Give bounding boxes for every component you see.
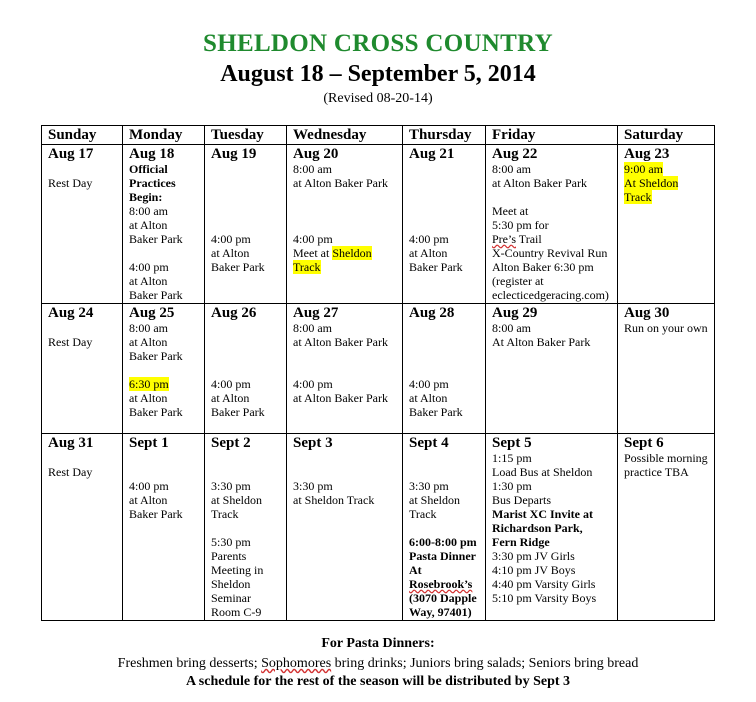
event-text: 4:00 pm [211,232,251,246]
event-text: 4:00 pm [129,479,169,493]
event-text: Meeting in [211,563,264,577]
day-cell [618,145,715,304]
spacer [293,218,396,232]
event-text: Practices [129,176,176,190]
day-date: Aug 17 [48,146,94,162]
event-line [129,190,198,204]
event-line [492,577,611,591]
event-text: Begin: [129,190,163,204]
event-text: Baker Park [211,405,265,419]
event-text: at Alton Baker Park [293,176,388,190]
day-cell [287,145,403,304]
event-text: 8:00 am [492,162,531,176]
event-text: 8:00 am [293,321,332,335]
spacer [211,465,280,479]
day-date: Aug 20 [293,146,339,162]
event-text: Rest Day [48,176,93,190]
assignment-text: Freshmen bring desserts; [117,656,262,671]
event-text: 3:30 pm [293,479,333,493]
event-text: at Alton [129,391,168,405]
event-text: Baker Park [129,405,183,419]
event-text: X-Country Revival Run [492,246,608,260]
event-line [129,493,198,507]
event-text: at Sheldon Track [293,493,375,507]
event-text: Way, 97401) [409,605,472,619]
event-line [211,405,280,419]
event-text: at Alton [211,246,250,260]
event-text: Load Bus at Sheldon [492,465,593,479]
spacer [211,321,280,335]
event-text: 5:30 pm [211,535,251,549]
day-date: Aug 18 [129,146,175,162]
event-line [211,260,280,274]
day-cell [403,145,486,304]
spacer [409,190,479,204]
event-text: Fern Ridge [492,535,550,549]
event-text: 8:00 am [129,204,168,218]
spacer [409,176,479,190]
event-line [129,405,198,419]
event-text: practice TBA [624,465,689,479]
event-line [492,176,611,190]
event-line [409,549,479,563]
event-line [492,493,611,507]
event-line [409,479,479,493]
spacer [129,451,198,465]
event-text: Richardson Park, [492,521,583,535]
event-text: Seminar [211,591,251,605]
event-text: Alton Baker 6:30 pm [492,260,594,274]
day-date: Aug 23 [624,146,670,162]
spacer [293,363,396,377]
spacer [211,451,280,465]
weekday-header-row [42,126,715,145]
day-cell [205,145,287,304]
spacer [211,363,280,377]
day-date: Aug 22 [492,146,538,162]
event-line [409,577,479,591]
event-text: 4:10 pm JV Boys [492,563,576,577]
event-text: 3:30 pm [211,479,251,493]
event-line [211,507,280,521]
spacer [409,321,479,335]
event-line [492,335,611,349]
event-line [492,549,611,563]
event-text: at Sheldon [211,493,262,507]
event-line [293,232,396,246]
pasta-dinner-assignments [0,656,756,672]
event-text: 4:00 pm [409,232,449,246]
event-line [409,535,479,549]
event-line [293,246,396,260]
event-line [129,391,198,405]
event-line [492,204,611,218]
day-date: Aug 25 [129,305,175,321]
spacer [409,521,479,535]
event-line [409,391,479,405]
day-cell [42,304,123,434]
event-line [129,218,198,232]
event-text: Rest Day [48,465,93,479]
event-line [624,190,708,204]
event-line [492,321,611,335]
event-text: At Alton Baker Park [492,335,591,349]
event-line [129,232,198,246]
day-cell [486,145,618,304]
event-line [211,479,280,493]
calendar-table [41,125,715,621]
event-line [129,274,198,288]
event-line [129,260,198,274]
event-line [211,549,280,563]
event-line [211,377,280,391]
event-line [211,563,280,577]
event-text: Meet at [492,204,529,218]
event-text: Baker Park [409,260,463,274]
spacer [409,162,479,176]
event-line [48,335,116,349]
day-cell [287,434,403,621]
day-date: Aug 27 [293,305,339,321]
event-line [409,493,479,507]
event-line [211,535,280,549]
spacer [409,363,479,377]
event-text: at Alton Baker Park [492,176,587,190]
event-line [211,577,280,591]
event-text: 8:00 am [492,321,531,335]
event-line [129,288,198,302]
event-text: Sheldon [332,246,372,260]
event-line [129,162,198,176]
day-cell [205,304,287,434]
event-text: 3:30 pm JV Girls [492,549,575,563]
event-text: Rosebrook’s [409,577,473,591]
event-line [624,465,708,479]
event-line [48,176,116,190]
spacer [492,190,611,204]
event-line [492,288,611,302]
assignment-text: bring drinks; Juniors bring salads; Seniors bring bread [331,656,639,671]
event-line [492,507,611,521]
event-text: Baker Park [129,232,183,246]
event-line [492,465,611,479]
day-date: Aug 21 [409,146,455,162]
spacer [129,246,198,260]
schedule-title: SHELDON CROSS COUNTRY [203,30,553,57]
event-text: Track [409,507,437,521]
event-line [624,162,708,176]
day-date: Aug 19 [211,146,257,162]
day-cell [618,304,715,434]
spacer [211,162,280,176]
event-text: Meet at [293,246,333,260]
event-text: 1:15 pm [492,451,532,465]
event-line [492,162,611,176]
day-date: Aug 24 [48,305,94,321]
event-line [129,507,198,521]
event-text: At [409,563,422,577]
spacer [293,190,396,204]
event-text: at Alton [129,335,168,349]
event-text: at Alton [129,274,168,288]
event-line [211,246,280,260]
event-text: 1:30 pm [492,479,532,493]
date-range-subtitle: August 18 – September 5, 2014 [220,61,536,87]
event-text: 4:00 pm [129,260,169,274]
spacer [409,349,479,363]
spacer [211,190,280,204]
day-date: Sept 3 [293,435,333,451]
day-cell [123,304,205,434]
event-text: at Alton Baker Park [293,391,388,405]
event-text: Baker Park [129,288,183,302]
event-line [409,605,479,619]
week-row [42,304,715,434]
event-text: at Alton Baker Park [293,335,388,349]
event-line [129,479,198,493]
event-text: Possible morning [624,451,708,465]
event-text: Baker Park [211,260,265,274]
event-line [129,204,198,218]
spacer [48,451,116,465]
event-text: 6:30 pm [129,377,169,391]
assignment-text: Sophomores [261,656,332,671]
day-cell [42,145,123,304]
spacer [129,363,198,377]
event-text: Baker Park [129,507,183,521]
event-line [129,377,198,391]
weekday-header: Sunday [42,126,123,145]
day-date: Aug 28 [409,305,455,321]
event-text: at Alton [129,493,168,507]
event-line [293,479,396,493]
event-text: at Alton [409,391,448,405]
event-text: at Sheldon [409,493,460,507]
spacer [211,204,280,218]
event-line [293,391,396,405]
event-line [409,246,479,260]
event-text: Bus Departs [492,493,551,507]
event-line [48,465,116,479]
event-text: Track [624,190,652,204]
event-text: (register at [492,274,544,288]
spacer [409,465,479,479]
event-line [409,563,479,577]
spacer [129,465,198,479]
event-text: at Alton [129,218,168,232]
event-line [129,335,198,349]
event-line [293,176,396,190]
event-text: 4:00 pm [293,377,333,391]
event-text: 8:00 am [293,162,332,176]
event-line [492,232,611,246]
event-text: Run on your own [624,321,708,335]
event-line [211,391,280,405]
spacer [48,321,116,335]
event-text: Pasta Dinner [409,549,476,563]
event-line [293,335,396,349]
day-date: Sept 6 [624,435,664,451]
event-text: Parents [211,549,247,563]
event-line [293,260,396,274]
event-line [211,591,280,605]
event-text: Trail [516,232,542,246]
weekday-header: Thursday [403,126,486,145]
spacer [293,349,396,363]
event-text: Baker Park [129,349,183,363]
week-row [42,145,715,304]
event-text: Pre’s [492,232,516,246]
event-text: 8:00 am [129,321,168,335]
event-line [409,591,479,605]
spacer [293,465,396,479]
day-date: Sept 2 [211,435,251,451]
event-text: 3:30 pm [409,479,449,493]
event-line [129,349,198,363]
event-line [293,493,396,507]
spacer [211,176,280,190]
day-date: Sept 4 [409,435,449,451]
event-text: 5:30 pm for [492,218,549,232]
event-text: Sheldon [211,577,251,591]
event-line [492,521,611,535]
event-text: 9:00 am [624,162,663,176]
day-cell [618,434,715,621]
event-text: 4:40 pm Varsity Girls [492,577,596,591]
day-cell [486,304,618,434]
event-text: 4:00 pm [211,377,251,391]
event-line [129,321,198,335]
event-line [492,479,611,493]
day-cell [486,434,618,621]
event-text: Track [293,260,321,274]
day-cell [123,434,205,621]
day-cell [123,145,205,304]
event-text: eclecticedgeracing.com) [492,288,609,302]
event-text: 4:00 pm [293,232,333,246]
event-text: At Sheldon [624,176,679,190]
day-date: Aug 29 [492,305,538,321]
day-date: Sept 5 [492,435,532,451]
spacer [409,204,479,218]
event-text: Track [211,507,239,521]
pasta-dinner-heading: For Pasta Dinners: [321,636,435,651]
event-text: 6:00-8:00 pm [409,535,477,549]
spacer [211,335,280,349]
event-line [211,493,280,507]
day-date: Aug 31 [48,435,94,451]
event-line [492,591,611,605]
weekday-header: Tuesday [205,126,287,145]
event-line [409,507,479,521]
day-cell [205,434,287,621]
event-line [492,274,611,288]
day-date: Aug 30 [624,305,670,321]
spacer [211,349,280,363]
event-line [624,451,708,465]
event-text: 5:10 pm Varsity Boys [492,591,597,605]
weekday-header: Saturday [618,126,715,145]
event-line [492,246,611,260]
spacer [293,204,396,218]
spacer [211,521,280,535]
event-text: at Alton [211,391,250,405]
weekday-header: Monday [123,126,205,145]
event-line [492,563,611,577]
event-line [293,321,396,335]
event-line [492,451,611,465]
event-line [624,176,708,190]
weekday-header: Wednesday [287,126,403,145]
event-line [293,162,396,176]
weekday-header: Friday [486,126,618,145]
event-line [409,405,479,419]
spacer [211,218,280,232]
day-cell [403,434,486,621]
event-text: Room C-9 [211,605,262,619]
event-text: Marist XC Invite at [492,507,593,521]
day-cell [403,304,486,434]
event-line [211,232,280,246]
event-line [409,232,479,246]
revised-note: (Revised 08-20-14) [323,91,433,106]
event-line [409,260,479,274]
event-text: at Alton [409,246,448,260]
spacer [409,335,479,349]
spacer [409,451,479,465]
day-date: Aug 26 [211,305,257,321]
event-text: 4:00 pm [409,377,449,391]
spacer [293,451,396,465]
event-line [492,260,611,274]
event-line [492,535,611,549]
spacer [409,218,479,232]
day-cell [42,434,123,621]
event-text: Official [129,162,168,176]
event-line [409,377,479,391]
event-text: (3070 Dapple [409,591,477,605]
spacer [48,162,116,176]
event-line [129,176,198,190]
event-line [492,218,611,232]
week-row [42,434,715,621]
event-text: Rest Day [48,335,93,349]
event-line [211,605,280,619]
event-text: Baker Park [409,405,463,419]
event-line [624,321,708,335]
day-cell [287,304,403,434]
season-schedule-note: A schedule for the rest of the season will be distributed by Sept 3 [185,674,571,689]
day-date: Sept 1 [129,435,169,451]
event-line [293,377,396,391]
